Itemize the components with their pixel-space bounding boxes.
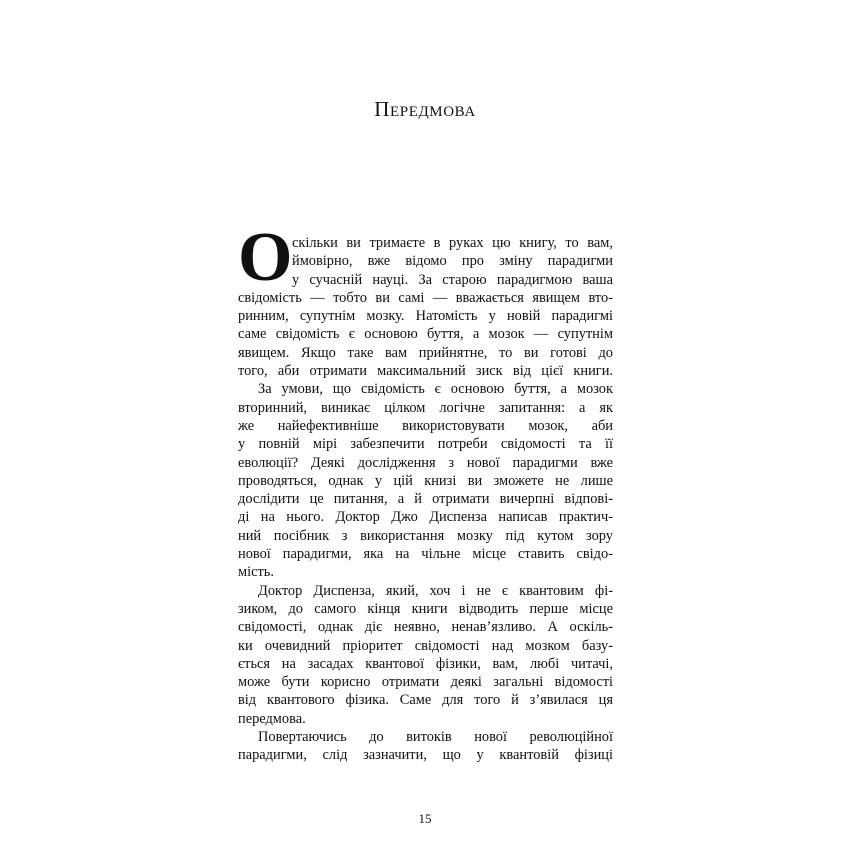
text-line: Доктор Диспенза, який, хоч і не є квантовим фі- <box>258 582 613 599</box>
text-line: нової парадигми, яка на чільне місце ставить свідо- <box>238 546 613 563</box>
text-line: у сучасній науці. За старою парадигмою ваша <box>292 271 613 288</box>
text-line: явищем. Якщо таке вам прийнятне, то ви готові до <box>238 344 613 361</box>
text-line: свідомість — тобто ви самі — вважається явищем вто- <box>238 289 613 306</box>
text-line: вторинний, виникає цілком логічне запитання: а як <box>238 399 613 416</box>
text-line: ки очевидний пріоритет свідомості над мозком базу- <box>238 637 613 654</box>
text-line: зиком, до самого кінця книги відводить перше місце <box>238 600 613 617</box>
text-line: парадигми, слід зазначити, що у квантовій фізиці <box>238 747 613 764</box>
text-line: За умови, що свідомість є основою буття, а мозок <box>258 381 613 398</box>
drop-cap: О <box>238 219 293 296</box>
text-line: проводяться, однак у цій книзі ви зможете не лише <box>238 472 613 489</box>
text-line: свідомості, однак діє неявно, ненав’язливо. А оскіль- <box>238 619 613 636</box>
text-line: саме свідомість є основою буття, а мозок — супутнім <box>238 326 613 343</box>
text-line: еволюції? Деякі дослідження з нової парадигми вже <box>238 454 613 471</box>
body-text <box>238 219 613 765</box>
text-line: дослідити це питання, а й отримати вичерпні відпові- <box>238 491 613 508</box>
text-line: може бути корисно отримати деякі загальні відомості <box>238 674 613 691</box>
text-line: ді на нього. Доктор Джо Диспенза написав практич- <box>238 509 613 526</box>
text-line: же найефективніше використовувати мозок, аби <box>238 417 613 434</box>
chapter-title: Передмова <box>374 97 476 121</box>
text-line: скільки ви тримаєте в руках цю книгу, то вам, <box>292 235 613 251</box>
text-line: від квантового фізика. Саме для того й з’явилася ця <box>238 692 613 709</box>
text-line: передмова. <box>238 710 306 727</box>
text-line: Повертаючись до витоків нової революційної <box>258 729 613 746</box>
text-line: у повній мірі забезпечити потреби свідомості та її <box>238 436 613 453</box>
text-line: того, аби отримати максимальний зиск від цієї книги. <box>238 363 613 380</box>
page-number: 15 <box>418 811 432 826</box>
text-line: ринним, супутнім мозку. Натомість у новій парадигмі <box>238 308 613 325</box>
text-line: ймовірно, вже відомо про зміну парадигми <box>292 253 613 270</box>
text-line: мість. <box>238 564 274 581</box>
text-line: ний посібник з використання мозку під кутом зору <box>238 527 613 544</box>
text-line: ється на засадах квантової фізики, вам, любі читачі, <box>238 655 613 672</box>
